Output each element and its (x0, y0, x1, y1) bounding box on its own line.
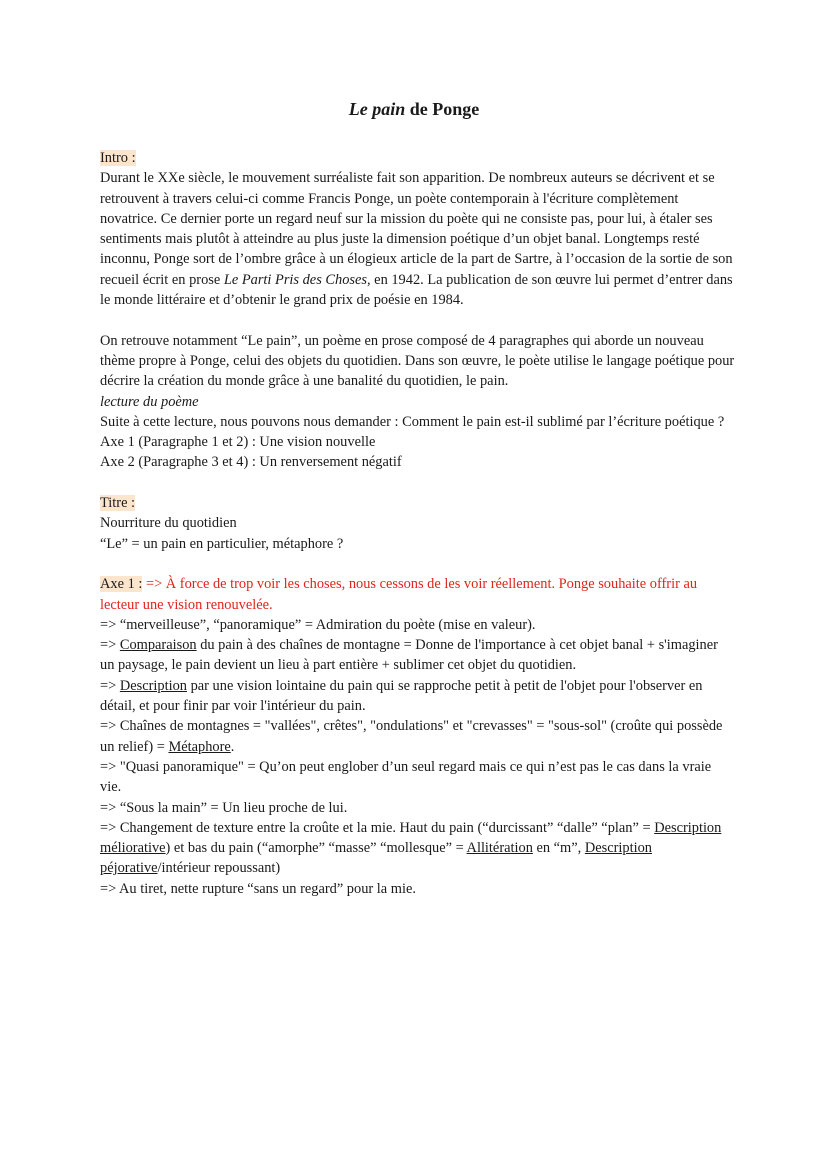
axe1-point-5: => "Quasi panoramique" = Qu’on peut englober d’un seul regard mais ce qui n’est pas le cas dans la vraie vie. (100, 758, 712, 796)
axe1-intro (100, 574, 735, 615)
spacer (100, 473, 735, 493)
title-rest: de Ponge (405, 99, 480, 119)
point-text: => Chaînes de montagnes = "vallées", crêtes", "ondulations" et "crevasses" = "sous-sol" (croûte qui possède un relief) = (100, 718, 723, 755)
titre-line-1: Nourriture du quotidien (100, 515, 237, 532)
titre-label: Titre : (100, 495, 136, 512)
presentation-paragraph: On retrouve notamment “Le pain”, un poème en prose composé de 4 paragraphes qui aborde un nouveau thème propre à Ponge, celui des objets du quotidien. Dans son œuvre, le poète utilise le langage poétique pour décrire la création du monde grâce à une banalité du quotidien, le pain. (100, 332, 735, 390)
term-description: Description (119, 677, 187, 694)
intro-label: Intro : (100, 150, 136, 166)
point-text: par une vision lointaine du pain qui se rapproche petit à petit de l'objet pour l'observer en détail, et pour finir par voir l'intérieur du pain. (100, 677, 703, 715)
intro-text-a: Durant le XXe siècle, le mouvement surréaliste fait son apparition. De nombreux auteurs se décrivent et se retrouvent à travers celui-ci comme Francis Ponge, un poète contemporain à l'écriture complètement novatrice. Ce dernier porte un regard neuf sur la mission du poète qui ne consiste pas, pour lui, à étaler ses sentiments mais plutôt à atteindre au plus juste la dimension poétique d’un objet banal. Longtemps resté inconnu, Ponge sort de l’ombre grâce à un élogieux article de la part de Sartre, à l’occasion de la sortie de son recueil écrit en prose (100, 170, 733, 288)
term-alliteration: Allitération (466, 840, 533, 857)
spacer (100, 310, 735, 330)
lecture-line: lecture du poème (100, 393, 199, 410)
axe1-label: Axe 1 : (100, 576, 143, 593)
axe1-plan: Axe 1 (Paragraphe 1 et 2) : Une vision nouvelle (100, 434, 376, 451)
axe1-point-6: => “Sous la main” = Un lieu proche de lui. (100, 799, 348, 816)
intro-paragraph (100, 168, 735, 310)
document-title (0, 99, 828, 120)
intro-text-b: , en 1942. La publication de son œuvre lui permet d’entrer dans le monde littéraire et d’obtenir le grand prix de poésie en 1984. (100, 271, 733, 309)
arrow: => (100, 637, 120, 654)
document-body (100, 148, 735, 899)
point-text: ) et bas du pain (“amorphe” “masse” “mollesque” = (165, 840, 467, 857)
axe1-thesis: => À force de trop voir les choses, nous cessons de les voir réellement. Ponge souhaite offrir au lecteur une vision renouvelée. (100, 576, 698, 613)
term-metaphore: Métaphore (168, 738, 231, 755)
axe2-plan: Axe 2 (Paragraphe 3 et 4) : Un renversement négatif (100, 454, 402, 471)
term-description-meliorative: Description méliorative (100, 819, 722, 857)
point-text: en “m”, (532, 840, 585, 857)
arrow: => (100, 677, 120, 694)
title-italic: Le pain (348, 99, 406, 119)
axe1-point-2 (100, 635, 735, 676)
point-text: . (230, 738, 235, 755)
axe1-point-7 (100, 818, 735, 879)
axe1-point-8: => Au tiret, nette rupture “sans un regard” pour la mie. (100, 880, 416, 897)
book-title: Le Parti Pris des Choses (223, 271, 367, 288)
point-text: du pain à des chaînes de montagne = Donne de l'importance à cet objet banal + s'imaginer un paysage, le pain devient un lieu à part entière + sublimer cet objet du quotidien. (100, 637, 718, 674)
point-text: => Changement de texture entre la croûte et la mie. Haut du pain (“durcissant” “dalle” “plan” = (100, 819, 655, 836)
axe1-point-4 (100, 716, 735, 757)
axe1-point-3 (100, 676, 735, 717)
axe1-point-1: => “merveilleuse”, “panoramique” = Admiration du poète (mise en valeur). (100, 616, 536, 633)
problematique: Suite à cette lecture, nous pouvons nous demander : Comment le pain est-il sublimé par l’écriture poétique ? (100, 413, 725, 430)
spacer (100, 554, 735, 574)
term-comparaison: Comparaison (119, 637, 197, 654)
term-description-pejorative: Description péjorative (100, 840, 652, 877)
titre-heading (100, 493, 735, 513)
titre-line-2: “Le” = un pain en particulier, métaphore ? (100, 535, 344, 552)
point-text: /intérieur repoussant) (157, 860, 281, 877)
intro-heading (100, 148, 735, 168)
